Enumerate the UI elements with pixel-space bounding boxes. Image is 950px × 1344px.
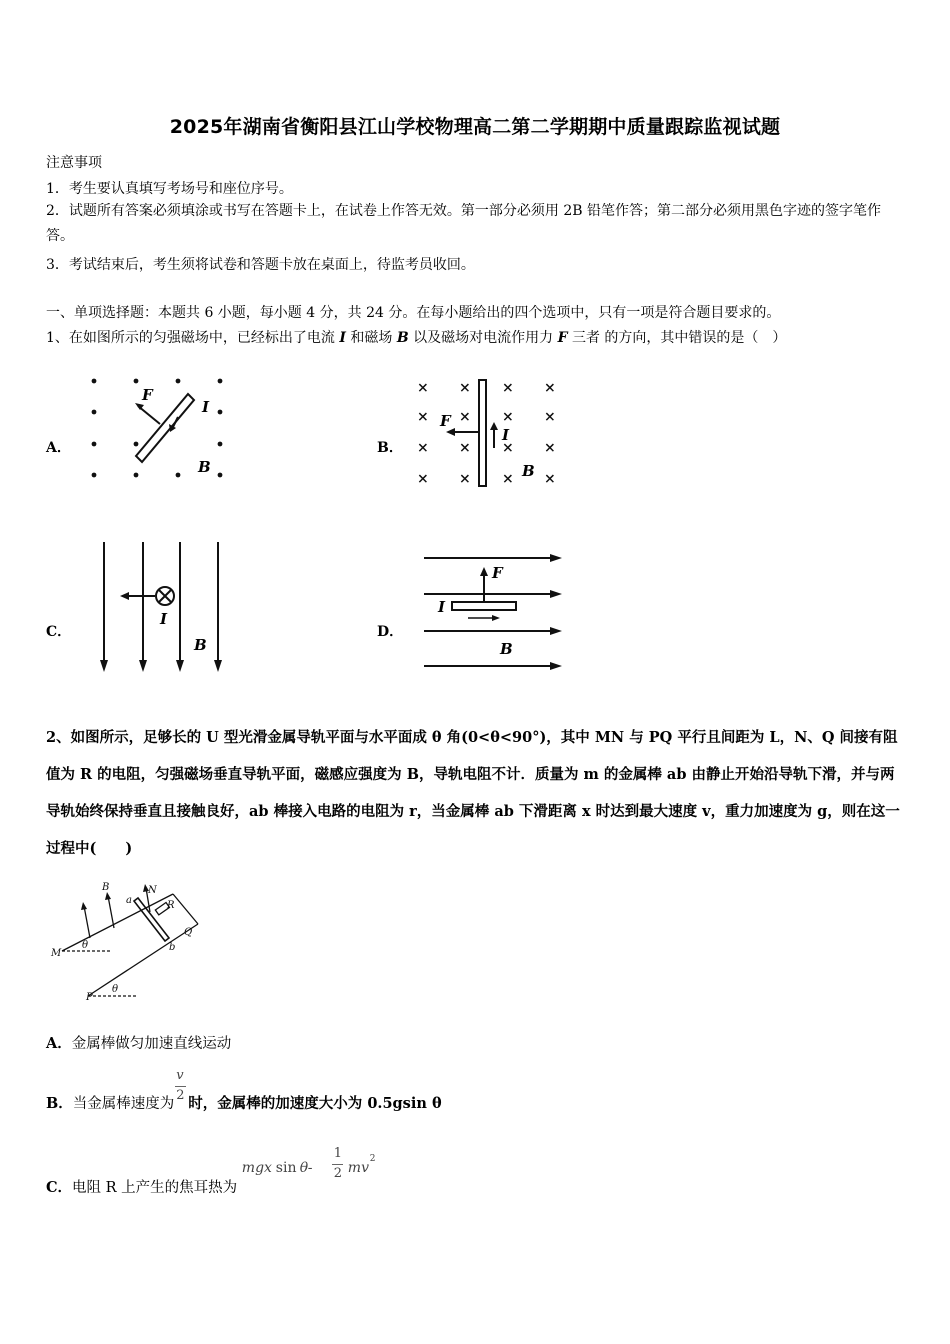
q1-b-letter-f: F [440, 412, 451, 430]
q1-d-letter-i: I [438, 598, 446, 616]
section-heading: 一、单项选择题：本题共 6 小题，每小题 4 分，共 24 分。在每小题给出的四个选项中，只有一项是符合题目要求的。 [46, 305, 781, 321]
svg-text:×: × [544, 440, 556, 456]
svg-text:×: × [459, 380, 471, 396]
q2-letter-theta-1: θ [82, 940, 89, 951]
q1-var-f: F [557, 330, 568, 346]
fraction-denominator: 2 [176, 1088, 185, 1103]
formula-denominator: 2 [333, 1166, 343, 1181]
notice-item-1: 1．考生要认真填写考场号和座位序号。 [46, 181, 293, 197]
q1-option-a-label: A． [46, 440, 71, 456]
q1-d-letter-b: B [500, 640, 513, 658]
q1-a-letter-b: B [198, 458, 211, 476]
q1-var-i: I [339, 330, 346, 346]
q1-stem-part: 1、在如图所示的匀强磁场中，已经标出了电流 [46, 330, 340, 346]
svg-text:×: × [417, 440, 429, 456]
q2-stem: 2、如图所示，足够长的 U 型光滑金属导轨平面与水平面成 θ 角(0<θ<90°)，其中 MN 与 PQ 平行且间距为 L，N、Q 间接有阻值为 R 的电阻，匀强磁场垂直导轨平面，磁感应强度为 B，导轨电阻不计．质量为 m 的金属棒 ab 由静止开始沿导轨下滑，并与两导轨始终保持垂直且接触良好，ab 棒接入电路的电阻为 r，当金属棒 ab 下滑距离 x 时达到最大速度 v，重力加速度为 g，则在这一过程中( ) [46, 729, 900, 857]
q1-figure-d [420, 548, 570, 674]
formula-superscript: 2 [369, 1154, 376, 1164]
q2-letter-q: Q [184, 927, 193, 938]
formula-numerator: 1 [333, 1146, 343, 1161]
q1-option-c-label: C． [46, 624, 72, 640]
svg-text:×: × [459, 409, 471, 425]
q2-option-c-pre: 电阻 R 上产生的焦耳热为 [72, 1180, 238, 1196]
q2-option-a-key: A． [46, 1035, 72, 1052]
svg-text:×: × [544, 380, 556, 396]
notice-item-3: 3．考试结束后，考生须将试卷和答题卡放在桌面上，待监考员收回。 [46, 257, 475, 273]
q1-option-d-label: D． [377, 624, 404, 640]
q1-c-letter-i: I [160, 610, 168, 628]
svg-text:×: × [459, 471, 471, 487]
q2-letter-m: M [51, 948, 62, 959]
q1-stem-part: 以及磁场对电流作用力 [408, 330, 558, 346]
q2-option-b-key: B． [46, 1095, 73, 1112]
q2-letter-theta-2: θ [112, 984, 119, 995]
q1-b-letter-b: B [522, 462, 535, 480]
q2-option-a [46, 1032, 231, 1053]
formula-fraction-bar [332, 1164, 343, 1165]
q1-var-b: B [396, 330, 409, 346]
q2-option-c-formula [241, 1146, 378, 1190]
q1-c-letter-b: B [194, 636, 207, 654]
q2-letter-bb: b [169, 942, 176, 953]
formula-mgx: mgx [241, 1160, 272, 1176]
fraction-numerator: v [176, 1068, 184, 1083]
q2-option-b [46, 1068, 442, 1113]
q2-letter-r: R [167, 900, 175, 911]
svg-text:×: × [544, 409, 556, 425]
svg-text:×: × [417, 409, 429, 425]
q2-figure [48, 878, 208, 1004]
formula-minus: - [307, 1160, 313, 1176]
q2-letter-n: N [148, 885, 157, 896]
q2-option-b-post: 时，金属棒的加速度大小为 0.5gsin θ [188, 1095, 442, 1112]
svg-text:×: × [459, 440, 471, 456]
notice-heading: 注意事项 [46, 155, 102, 171]
q2-option-c-key: C． [46, 1179, 73, 1196]
q2-letter-b: B [102, 882, 110, 893]
q1-figure-a [80, 372, 240, 510]
page-title: 2025年湖南省衡阳县江山学校物理高二第二学期期中质量跟踪监视试题 [169, 116, 781, 138]
q1-stem-part: 三者 的方向，其中错误的是（ ） [567, 330, 787, 346]
q2-letter-a: a [126, 895, 132, 906]
q1-stem [46, 327, 786, 347]
fraction-bar [175, 1086, 186, 1087]
q1-a-letter-i: I [202, 398, 210, 416]
svg-text:×: × [502, 409, 514, 425]
q1-b-letter-i: I [502, 426, 510, 444]
svg-text:×: × [502, 440, 514, 456]
q1-option-b-label: B． [377, 440, 403, 456]
q2-option-b-fraction [174, 1068, 188, 1106]
svg-text:×: × [417, 471, 429, 487]
q1-stem-part: 和磁场 [345, 330, 397, 346]
formula-sin: sin [275, 1160, 297, 1176]
formula-mv: mv [347, 1160, 369, 1176]
q2-option-a-text: 金属棒做匀加速直线运动 [71, 1036, 232, 1052]
q1-a-letter-f: F [142, 386, 153, 404]
q2-letter-p: P [86, 992, 93, 1003]
q2-option-b-pre: 当金属棒速度为 [72, 1096, 175, 1112]
svg-text:×: × [544, 471, 556, 487]
svg-text:×: × [417, 380, 429, 396]
formula-theta: θ [299, 1160, 309, 1176]
svg-text:×: × [502, 471, 514, 487]
svg-text:×: × [502, 380, 514, 396]
q1-figure-b [410, 372, 570, 494]
q1-figure-c [90, 538, 230, 688]
notice-item-2: 2．试题所有答案必须填涂或书写在答题卡上，在试卷上作答无效。第一部分必须用 2B 铅笔作答；第二部分必须用黑色字迹的签字笔作答。 [46, 203, 881, 244]
q2-option-c [46, 1146, 378, 1197]
q1-d-letter-f: F [492, 564, 503, 582]
